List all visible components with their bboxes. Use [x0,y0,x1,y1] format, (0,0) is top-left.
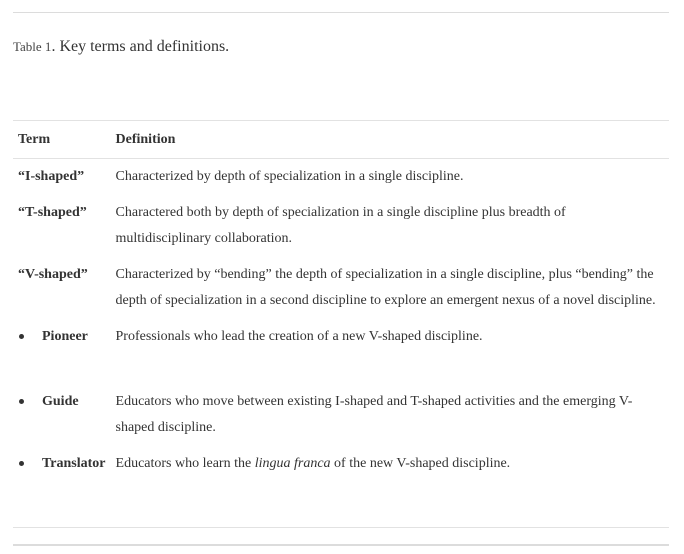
definition-cell: Educators who move between existing I-shaped and T-shaped activities and the emerging V-shaped discipline. [115,394,633,435]
definition-text: of the new V-shaped discipline. [330,456,511,471]
term-cell: “I-shaped” [18,169,85,184]
definition-cell: Charactered both by depth of specialization in a single discipline plus breadth of multidisciplinary collaboration. [115,205,566,246]
definition-italic-term: lingua franca [254,456,331,471]
table-bottom-divider [13,527,669,528]
definition-cell: Characterized by depth of specialization in a single discipline. [115,169,464,184]
term-cell [13,446,111,482]
term-label: Guide [42,394,79,409]
bullet-icon [18,389,42,415]
term-cell [13,384,111,446]
table-row [13,384,669,446]
definition-cell: Professionals who lead the creation of a new V-shaped discipline. [115,329,483,344]
table-caption-label: Table 1 [13,39,52,54]
bullet-icon [18,451,42,477]
bullet-icon [18,324,42,350]
top-divider [13,12,669,13]
term-cell: “V-shaped” [18,267,88,282]
header-definition: Definition [111,121,669,159]
header-term: Term [13,121,111,159]
term-label: Pioneer [42,329,88,344]
definition-cell [111,446,669,482]
term-label: Translator [42,456,106,471]
term-cell [13,319,111,384]
key-terms-table [13,120,669,482]
definition-text: Educators who learn the [115,456,255,471]
table-row [13,195,669,257]
table-row [13,319,669,384]
term-cell: “T-shaped” [18,205,87,220]
table-row [13,257,669,319]
section-bottom-divider [13,544,669,546]
table-row [13,446,669,482]
table-caption [13,38,229,56]
table-header-row [13,121,669,159]
table-caption-text: . Key terms and definitions. [51,38,230,55]
definition-cell: Characterized by “bending” the depth of specialization in a single discipline, plus “bending” the depth of specialization in a second discipline to explore an emergent nexus of a novel discipline. [115,267,656,308]
table-row [13,159,669,196]
